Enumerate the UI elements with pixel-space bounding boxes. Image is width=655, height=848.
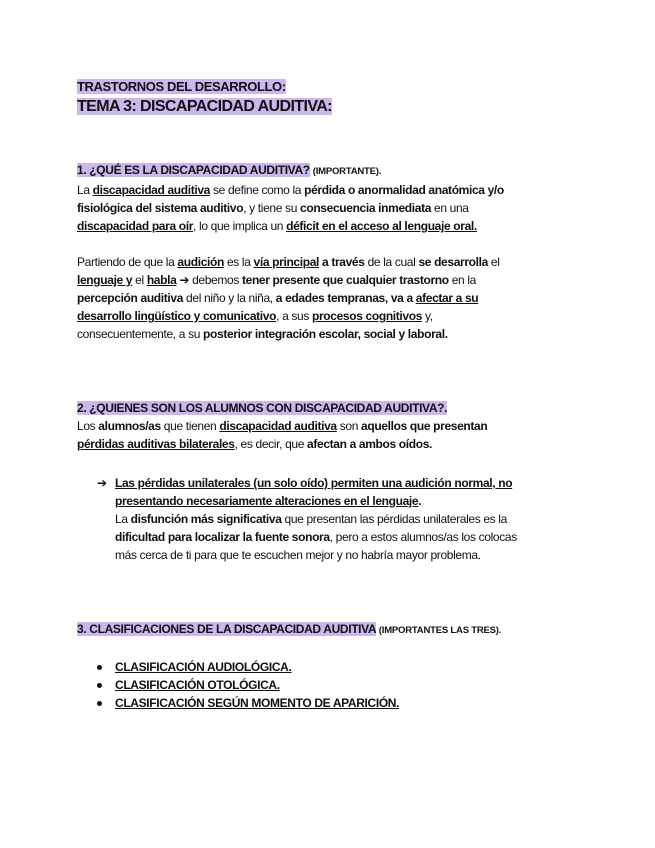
section-3-note: (IMPORTANTES LAS TRES). <box>378 625 502 636</box>
text-run: en una <box>431 201 469 215</box>
text-run: , es decir, que <box>234 437 308 451</box>
page-title: TEMA 3: DISCAPACIDAD AUDITIVA: <box>77 98 332 115</box>
text-run: que tienen <box>160 419 220 433</box>
text-run: posterior integración escolar, social y laboral. <box>203 327 448 341</box>
text-run: déficit en el acceso al lenguaje oral. <box>286 219 477 233</box>
section-1-paragraph-1 <box>77 181 577 235</box>
text-run: , a sus <box>276 309 312 323</box>
section-1-note: (IMPORTANTE). <box>312 166 382 177</box>
text-run: consecuentemente, a su <box>77 327 204 341</box>
text-run: consecuencia inmediata <box>300 201 432 215</box>
text-run: discapacidad auditiva <box>219 419 337 433</box>
text-run: Partiendo de que la <box>77 255 178 269</box>
arrow-item-line-2: presentando necesariamente alteraciones en el lenguaje <box>115 494 419 508</box>
text-run: se define como la <box>210 183 305 197</box>
arrow-list-item <box>97 474 587 564</box>
bullet-icon <box>97 665 102 670</box>
bullet-icon <box>97 683 102 688</box>
section-1-heading-line <box>77 161 577 181</box>
document-header <box>77 79 577 117</box>
text-run: es la <box>223 255 254 269</box>
text-run: procesos cognitivos <box>312 309 423 323</box>
text-run: discapacidad auditiva <box>92 183 211 197</box>
text-run: disfunción más significativa <box>130 512 282 526</box>
text-run: el <box>132 273 147 287</box>
text-run: afectar a su <box>415 291 479 305</box>
text-run: a través <box>319 255 365 269</box>
text-run: más cerca de ti para que te escuchen mejor y no habría mayor problema. <box>115 548 481 562</box>
arrow-item-line-1: Las pérdidas unilaterales (un solo oído) permiten una audición normal, no <box>115 476 513 490</box>
text-run: percepción auditiva <box>77 291 184 305</box>
text-run: , lo que implica un <box>193 219 287 233</box>
text-run: lenguaje y <box>77 273 133 287</box>
section-2 <box>77 399 577 453</box>
text-run: La <box>77 183 93 197</box>
text-run: La <box>115 512 131 526</box>
section-1-paragraph-2 <box>77 253 577 343</box>
text-run: pérdidas auditivas bilaterales <box>77 437 235 451</box>
text-run: , y tiene su <box>243 201 301 215</box>
classification-list <box>97 658 399 712</box>
text-run: habla <box>146 273 177 287</box>
text-run: en la <box>448 273 477 287</box>
section-1 <box>77 161 577 343</box>
text-run: el <box>487 255 500 269</box>
text-run: Los <box>77 419 99 433</box>
section-1-heading: 1. ¿QUÉ ES LA DISCAPACIDAD AUDITIVA? <box>77 163 310 177</box>
text-run: discapacidad para oír <box>77 219 194 233</box>
text-run: que presentan las pérdidas unilaterales es la <box>281 512 507 526</box>
section-3-heading: 3. CLASIFICACIONES DE LA DISCAPACIDAD AUDITIVA <box>77 622 376 636</box>
text-run: audición <box>177 255 224 269</box>
text-run: del niño y la niña, <box>183 291 276 305</box>
list-item <box>97 676 399 694</box>
list-item-label: CLASIFICACIÓN AUDIOLÓGICA. <box>115 660 292 674</box>
section-2-heading: 2. ¿QUIENES SON LOS ALUMNOS CON DISCAPACIDAD AUDITIVA?. <box>77 401 448 415</box>
arrow-right-icon: ➔ <box>97 476 108 490</box>
text-run: se desarrolla <box>418 255 488 269</box>
text-run: y, <box>422 309 433 323</box>
text-run: desarrollo lingüístico y comunicativo <box>77 309 277 323</box>
list-item <box>97 694 399 712</box>
list-item-label: CLASIFICACIÓN OTOLÓGICA. <box>115 678 280 692</box>
text-run: ➔ debemos <box>176 273 242 287</box>
section-3 <box>77 620 577 640</box>
text-run: . <box>418 494 422 508</box>
bullet-icon <box>97 701 102 706</box>
text-run: son <box>336 419 362 433</box>
text-run: de la cual <box>364 255 419 269</box>
list-item-label: CLASIFICACIÓN SEGÚN MOMENTO DE APARICIÓN. <box>115 696 400 710</box>
text-run: vía principal <box>253 255 320 269</box>
subject-title: TRASTORNOS DEL DESARROLLO: <box>77 79 286 94</box>
text-run: alumnos/as <box>98 419 161 433</box>
text-run: a edades tempranas, va a <box>275 291 416 305</box>
text-run: tener presente que cualquier trastorno <box>241 273 449 287</box>
text-run: dificultad para localizar la fuente sonora <box>115 530 330 544</box>
text-run: afectan a ambos oídos. <box>307 437 433 451</box>
text-run: fisiológica del sistema auditivo <box>77 201 244 215</box>
text-run: aquellos que presentan <box>361 419 488 433</box>
section-2-paragraph-1 <box>77 417 577 453</box>
text-run: pérdida o anormalidad anatómica y/o <box>304 183 504 197</box>
list-item <box>97 658 399 676</box>
text-run: , pero a estos alumnos/as los colocas <box>329 530 517 544</box>
